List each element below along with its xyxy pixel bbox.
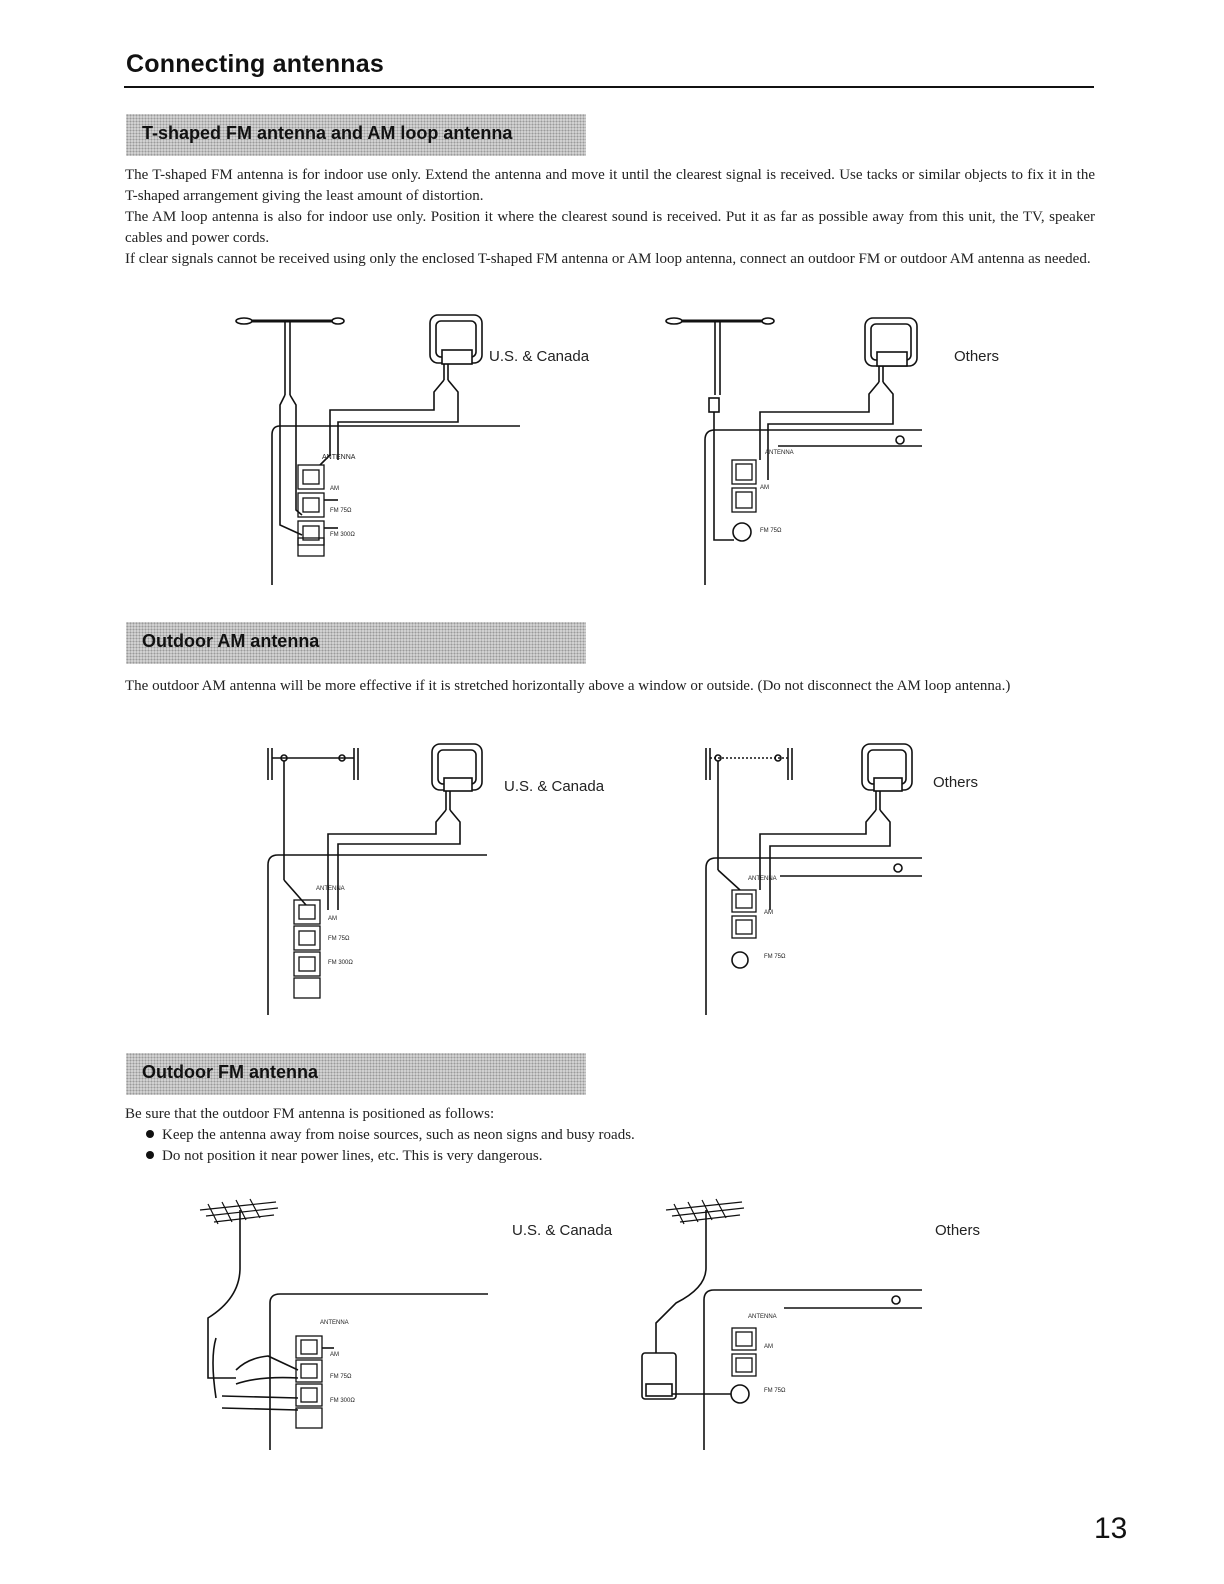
panel-label-fm75-others: FM 75Ω [760, 528, 782, 534]
diagram-outdoor-fm-others [636, 1188, 926, 1450]
paragraph-outdoor-fm: Be sure that the outdoor FM antenna is positioned as follows: [125, 1106, 495, 1122]
section-heading-outdoor-am: Outdoor AM antenna [142, 631, 320, 651]
panel-label-am-3: AM [330, 1352, 339, 1358]
diagram-outdoor-am-us [262, 740, 502, 1015]
panel-label-fm75-2: FM 75Ω [328, 936, 350, 942]
page-number: 13 [1094, 1512, 1128, 1545]
panel-label-am-2b: AM [764, 910, 773, 916]
panel-label-antenna: ANTENNA [322, 454, 356, 461]
panel-label-antenna-3: ANTENNA [320, 1320, 349, 1326]
section-band-outdoor-fm [126, 1053, 586, 1095]
panel-label-fm75-2b: FM 75Ω [764, 954, 786, 960]
panel-label-fm75-3b: FM 75Ω [764, 1388, 786, 1394]
bullet-dot [146, 1151, 154, 1159]
panel-label-fm300-2: FM 300Ω [328, 960, 353, 966]
panel-label-am-3b: AM [764, 1344, 773, 1350]
bullet-item [146, 1125, 635, 1146]
panel-label-fm300-3: FM 300Ω [330, 1398, 355, 1404]
page-title: Connecting antennas [126, 50, 384, 78]
diagram-t-shaped-others [660, 310, 930, 585]
panel-label-am: AM [330, 486, 339, 492]
caption-outdoor-am-others: Others [933, 774, 979, 791]
panel-label-antenna-2b: ANTENNA [748, 876, 777, 882]
panel-label-fm300: FM 300Ω [330, 532, 355, 538]
panel-label-fm75: FM 75Ω [330, 508, 352, 514]
bullet-dot [146, 1130, 154, 1138]
bullet-text: Do not position it near power lines, etc. This is very dangerous. [162, 1148, 543, 1164]
panel-label-fm75-3: FM 75Ω [330, 1374, 352, 1380]
panel-label-antenna-2: ANTENNA [316, 886, 345, 892]
section-heading-outdoor-fm: Outdoor FM antenna [142, 1062, 318, 1082]
diagram-outdoor-am-others [700, 740, 925, 1015]
diagram-t-shaped-us [230, 310, 530, 585]
caption-t-shaped-us: U.S. & Canada [489, 348, 590, 365]
caption-outdoor-fm-others: Others [935, 1222, 981, 1239]
caption-outdoor-fm-us: U.S. & Canada [512, 1222, 613, 1239]
title-rule [124, 86, 1094, 88]
bullet-item [146, 1146, 635, 1167]
panel-label-antenna-others: ANTENNA [765, 450, 794, 456]
paragraph-t-shaped: The T-shaped FM antenna is for indoor use only. Extend the antenna and move it until the clearest signal is received. Use tacks or similar objects to fix it in the T-shaped arrangement giving the least amount of distortion. The AM loop antenna is also for indoor use only. Position it where the clearest sound is received. Put it as far as possible away from this unit, the TV, speaker cables and power cords. If clear signals cannot be received using only the enclosed T-shaped FM antenna or AM loop antenna, connect an outdoor FM or outdoor AM antenna as needed. [125, 167, 1095, 267]
section-band-t-shaped [126, 114, 586, 156]
panel-label-am-others: AM [760, 485, 769, 491]
bullet-text: Keep the antenna away from noise sources, such as neon signs and busy roads. [162, 1127, 635, 1143]
section-heading-t-shaped: T-shaped FM antenna and AM loop antenna [142, 123, 513, 143]
panel-label-am-2: AM [328, 916, 337, 922]
paragraph-outdoor-am: The outdoor AM antenna will be more effective if it is stretched horizontally above a window or outside. (Do not disconnect the AM loop antenna.) [125, 678, 1011, 694]
section-band-outdoor-am [126, 622, 586, 664]
diagram-outdoor-fm-us [188, 1188, 493, 1450]
caption-t-shaped-others: Others [954, 348, 1000, 365]
panel-label-antenna-3b: ANTENNA [748, 1314, 777, 1320]
bullet-list-outdoor-fm [146, 1125, 635, 1167]
caption-outdoor-am-us: U.S. & Canada [504, 778, 605, 795]
